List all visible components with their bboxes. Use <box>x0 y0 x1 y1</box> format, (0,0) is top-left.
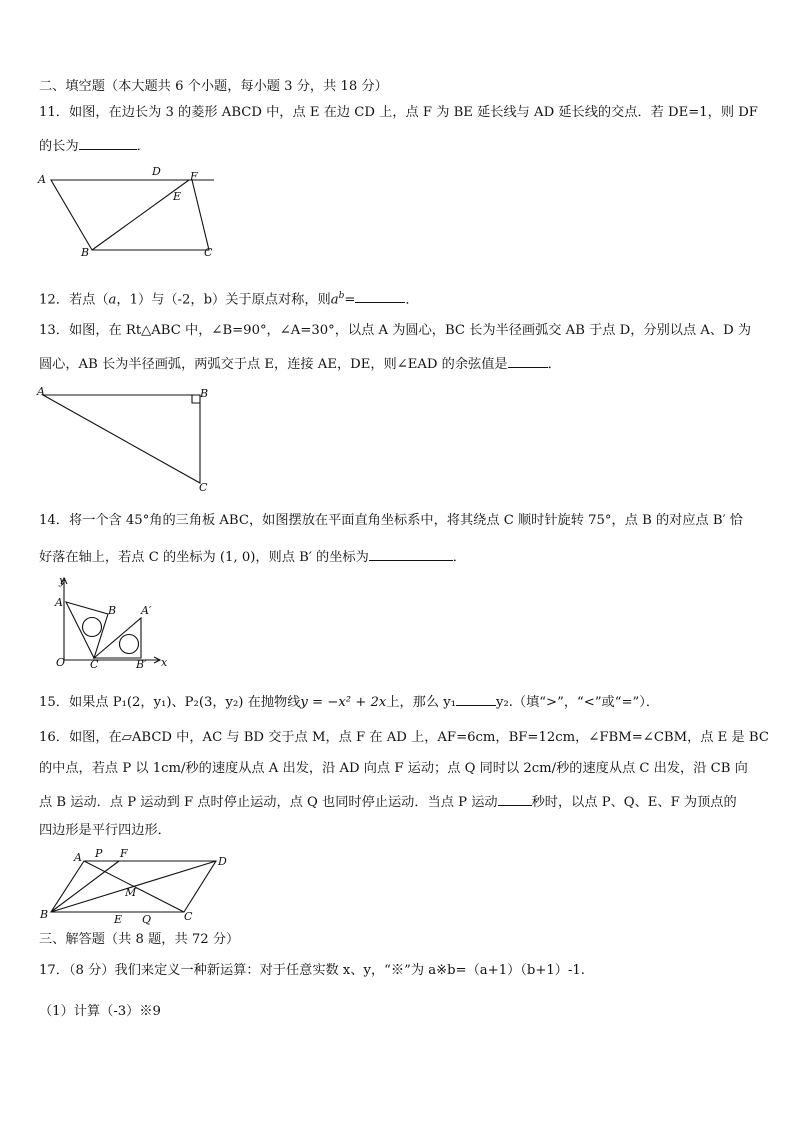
q12-mid: ，1）与（-2，b）关于原点对称，则 <box>116 292 331 308</box>
q13-line2-post: ． <box>547 357 561 372</box>
q14-label-x: x <box>161 656 168 669</box>
q16-label-c: C <box>184 910 193 923</box>
q14-coordinate-figure <box>50 574 170 670</box>
q14-label-a: A <box>55 596 63 609</box>
q11-answer-blank <box>79 135 137 150</box>
q15-formula: y = −x² + 2x <box>300 695 387 710</box>
q12-eq: = <box>344 292 356 308</box>
q16-label-b: B <box>40 908 49 921</box>
q12-post: ． <box>405 292 419 308</box>
q11-line2-pre: 的长为 <box>39 139 79 154</box>
q13-line2-pre: 圆心，AB 长为半径画弧，两弧交于点 E，连接 AE，DE，则∠EAD 的余弦值是 <box>39 357 508 372</box>
q14-triangle-abc <box>66 602 108 658</box>
q13-label-b: B <box>200 387 209 400</box>
q16-line4: 四边形是平行四边形． <box>39 823 171 838</box>
q13-triangle-figure <box>34 383 220 495</box>
q15-answer-blank <box>456 691 496 706</box>
q14-label-y: y <box>59 574 66 587</box>
q11-rhombus-figure <box>34 164 224 260</box>
q16-label-p: P <box>95 847 103 860</box>
q16-label-e: E <box>114 913 123 926</box>
q13-triangle <box>43 395 200 483</box>
q12-pre: 12．若点（ <box>39 292 109 308</box>
q11-segment-ec <box>155 180 210 250</box>
q12-power-exp: b <box>338 291 345 301</box>
q17-line1: 17．（8 分）我们来定义一种新运算：对于任意实数 x、y，“※”为 a※b=（a+1）（b+1）-1. <box>39 963 585 978</box>
q12-line <box>39 287 419 309</box>
q11-rhombus <box>51 180 209 250</box>
q16-line3-pre: 点 B 运动．点 P 运动到 F 点时停止运动，点 Q 也同时停止运动．当点 P 运动 <box>39 795 498 810</box>
q14-label-c: C <box>90 658 99 670</box>
q11-label-b: B <box>81 246 90 259</box>
q14-line2 <box>39 546 466 567</box>
q15-pre: 15．如果点 P₁(2，y₁)、P₂(3，y₂) 在抛物线 <box>39 695 301 710</box>
q13-line2 <box>39 353 561 374</box>
q13-line1: 13．如图，在 Rt△ABC 中，∠B=90°，∠A=30°，以点 A 为圆心，BC 长为半径画弧交 AB 于点 D，分别以点 A、D 为 <box>39 323 752 338</box>
q13-label-c: C <box>199 481 208 494</box>
q13-label-a: A <box>37 385 45 398</box>
q14-line1: 14．将一个含 45°角的三角板 ABC，如图摆放在平面直角坐标系中，将其绕点 C 顺时针旋转 75°，点 B 的对应点 B′ 恰 <box>39 513 743 528</box>
q15-line <box>39 691 659 712</box>
q14-line2-pre: 好落在轴上，若点 C 的坐标为 (1, 0)，则点 B′ 的坐标为 <box>39 550 369 565</box>
q15-post: y₂.（填“>”，“<”或“=”）． <box>496 695 660 710</box>
q11-label-a: A <box>38 173 46 186</box>
q16-label-f: F <box>120 847 128 860</box>
q11-line1: 11．如图，在边长为 3 的菱形 ABCD 中，点 E 在边 CD 上，点 F 为 BE 延长线与 AD 延长线的交点．若 DE=1，则 DF <box>39 105 758 120</box>
q16-line1: 16．如图，在▱ABCD 中，AC 与 BD 交于点 M，点 F 在 AD 上，AF=6cm，BF=12cm，∠FBM=∠CBM，点 E 是 BC <box>39 730 769 745</box>
q14-label-o: O <box>56 656 66 669</box>
q12-a: a <box>108 292 117 308</box>
section-3-title: 三、解答题（共 8 题，共 72 分） <box>39 932 240 947</box>
q11-label-f: F <box>190 170 198 183</box>
q16-parallelogram-figure <box>34 845 234 927</box>
q11-line2 <box>39 135 150 156</box>
q14-label-b: B <box>108 604 117 617</box>
q12-answer-blank <box>355 288 405 303</box>
q16-label-a: A <box>74 851 82 864</box>
q11-label-d: D <box>152 165 161 178</box>
q16-label-d: D <box>218 855 227 868</box>
section-2-title: 二、填空题（本大题共 6 个小题，每小题 3 分，共 18 分） <box>39 79 388 94</box>
q14-label-a-prime: A′ <box>141 604 152 617</box>
q11-label-e: E <box>173 190 182 203</box>
q16-line3-post: 秒时，以点 P、Q、E、F 为顶点的 <box>531 795 737 810</box>
q17-sub1: （1）计算（-3）※9 <box>39 1004 161 1019</box>
q14-label-b-prime: B′ <box>136 658 147 670</box>
q15-mid: 上，那么 y₁ <box>386 695 456 710</box>
q11-line2-post: ． <box>136 139 150 154</box>
q14-line2-post: ． <box>452 550 466 565</box>
q16-line3 <box>39 791 737 812</box>
q12-power-base: a <box>330 292 339 308</box>
q16-segment-bf <box>51 861 119 912</box>
q16-label-q: Q <box>142 913 152 926</box>
q11-label-c: C <box>204 246 213 259</box>
q14-circle-rotated <box>120 635 139 654</box>
q14-circle-abc <box>83 618 102 637</box>
q16-answer-blank <box>498 791 532 806</box>
q16-line2: 的中点，若点 P 以 1cm/秒的速度从点 A 出发，沿 AD 向点 F 运动；点 Q 同时以 2cm/秒的速度从点 C 出发，沿 CB 向 <box>39 761 748 776</box>
q16-label-m: M <box>125 886 137 899</box>
q14-answer-blank <box>369 546 453 561</box>
q13-answer-blank <box>508 353 548 368</box>
q13-right-angle-mark <box>192 395 200 403</box>
